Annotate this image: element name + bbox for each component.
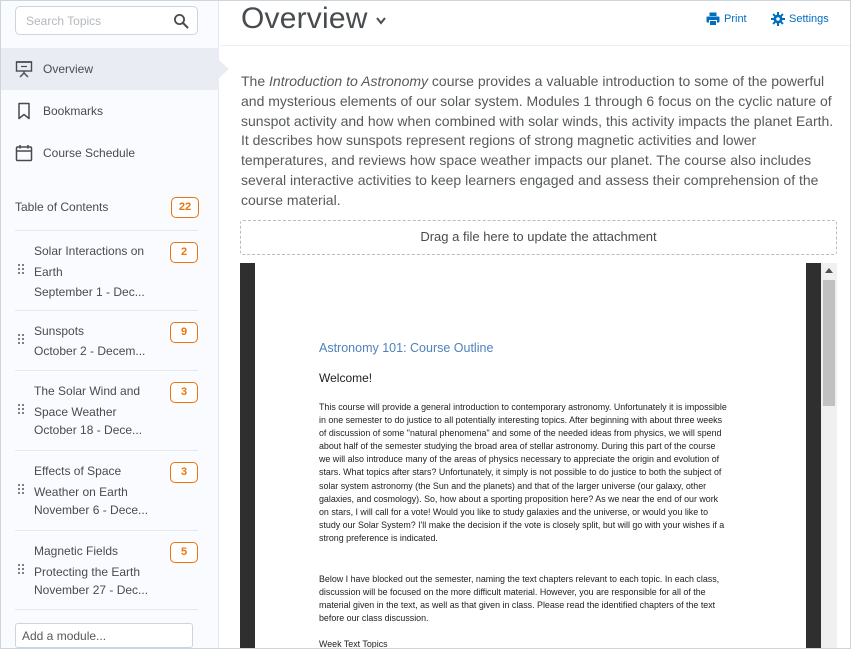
nav-course-schedule[interactable] (1, 132, 219, 174)
drag-handle-icon[interactable] (17, 263, 25, 277)
nav-overview[interactable] (1, 48, 219, 90)
header-divider (220, 45, 851, 46)
settings-button[interactable] (771, 12, 829, 26)
course-description (241, 72, 836, 211)
viewer-margin-left (240, 263, 255, 649)
drag-handle-icon[interactable] (17, 333, 25, 347)
print-button[interactable] (706, 12, 747, 26)
module-item[interactable] (15, 310, 198, 370)
table-of-contents-header[interactable] (15, 195, 199, 219)
module-count-badge: 9 (170, 322, 198, 343)
viewer-margin-right (806, 263, 821, 649)
module-date: November 27 - Dec... (34, 583, 149, 597)
module-title: The Solar Wind and Space Weather (34, 384, 141, 419)
module-title: Solar Interactions on Earth (34, 244, 145, 279)
description-prefix: The (241, 73, 270, 89)
module-date: October 2 - Decem... (34, 344, 146, 358)
module-date: October 18 - Dece... (34, 423, 143, 437)
scroll-up-icon[interactable] (825, 268, 833, 273)
nav-overview-label: Overview (43, 62, 94, 76)
module-title: Sunspots (34, 324, 85, 338)
main-content (220, 1, 851, 649)
scroll-thumb[interactable] (823, 280, 835, 406)
print-label: Print (724, 13, 747, 25)
module-count-badge: 2 (170, 242, 198, 263)
drag-handle-icon[interactable] (17, 403, 25, 417)
search-box (15, 6, 198, 35)
toc-count-badge: 22 (171, 197, 199, 218)
printer-icon (706, 12, 720, 26)
document-paragraph: This course will provide a general introduction to contemporary astronomy. Unfortunately it is impossible in one semester to do justice to all potentially interesting topics. After beginning with about three weeks of discussion of some "natural phenomena" and some of the needed ideas from physics, we will spend about half of the semester studying the broad area of stellar astronomy. During this part of the course we will also introduce many of the areas of physics necessary to appreciate the origin and evolution of stars. What topics after stars? Unfortunately, it simply is not possible to do justice to both the subject of solar system astronomy (the Sun and the planets) and that of the larger universe (our galaxy, other galaxies, and cosmology). So, how about a sporting proposition here? As we near the end of our work on stars, I will call for a vote! Would you like to study galaxies and the universe, or would you like to study our Solar System? I'll make the decision if the vote is closely split, but will go with your wishes if a strong preference is indicated. (319, 402, 727, 543)
module-item[interactable] (15, 530, 198, 610)
gear-icon (771, 12, 785, 26)
nav-course-schedule-label: Course Schedule (43, 146, 136, 160)
drag-handle-icon[interactable] (17, 483, 25, 497)
add-module-input[interactable] (15, 623, 193, 648)
module-date: September 1 - Dec... (34, 285, 145, 299)
module-title: Effects of Space Weather on Earth (34, 464, 128, 499)
module-item[interactable] (15, 230, 198, 310)
document-page (255, 263, 806, 649)
module-count-badge: 3 (170, 382, 198, 403)
search-icon[interactable] (173, 13, 189, 29)
toc-label: Table of Contents (15, 200, 109, 214)
sidebar (1, 1, 219, 649)
chevron-down-icon[interactable] (375, 16, 387, 26)
viewer-scrollbar[interactable] (821, 263, 837, 649)
module-item[interactable] (15, 450, 198, 530)
description-body: course provides a valuable introduction to some of the powerful and mysterious elements of our solar system. Modules 1 through 6 focus on the cyclic nature of sunspot activity and how when combined with solar winds, this activity impacts the planet Earth. It describes how sunspots represent regions of strong magnetic activities and lower temperatures, and reviews how space weather impacts our planet. The course also includes several interactive activities to keep learners engaged and assess their comprehension of the course material. (241, 73, 834, 208)
module-count-badge: 5 (170, 542, 198, 563)
search-input[interactable] (16, 7, 166, 34)
bookmark-icon (15, 102, 33, 120)
module-count-badge: 3 (170, 462, 198, 483)
document-viewer[interactable] (240, 263, 837, 649)
page-title: Overview (241, 2, 368, 35)
document-title: Astronomy 101: Course Outline (319, 341, 494, 355)
document-welcome: Welcome! (319, 371, 373, 385)
nav-bookmarks[interactable] (1, 90, 219, 132)
module-date: November 6 - Dece... (34, 503, 149, 517)
settings-label: Settings (789, 13, 829, 25)
nav-bookmarks-label: Bookmarks (43, 104, 104, 118)
module-item[interactable] (15, 370, 198, 450)
presentation-icon (15, 60, 33, 78)
document-table-header: Week Text Topics (319, 639, 388, 649)
course-name: Introduction to Astronomy (269, 73, 429, 89)
drag-handle-icon[interactable] (17, 563, 25, 577)
module-title: Magnetic Fields Protecting the Earth (34, 544, 141, 579)
file-dropzone[interactable]: Drag a file here to update the attachment (240, 220, 837, 255)
document-paragraph: Below I have blocked out the semester, naming the text chapters relevant to each topic. In each class, discussion will be focused on the more difficult material. However, you are responsible for all of the material given in the text, as well as that given in class. Please read the identified chapters of the text before our class discussion. (319, 574, 720, 624)
calendar-icon (15, 144, 33, 162)
